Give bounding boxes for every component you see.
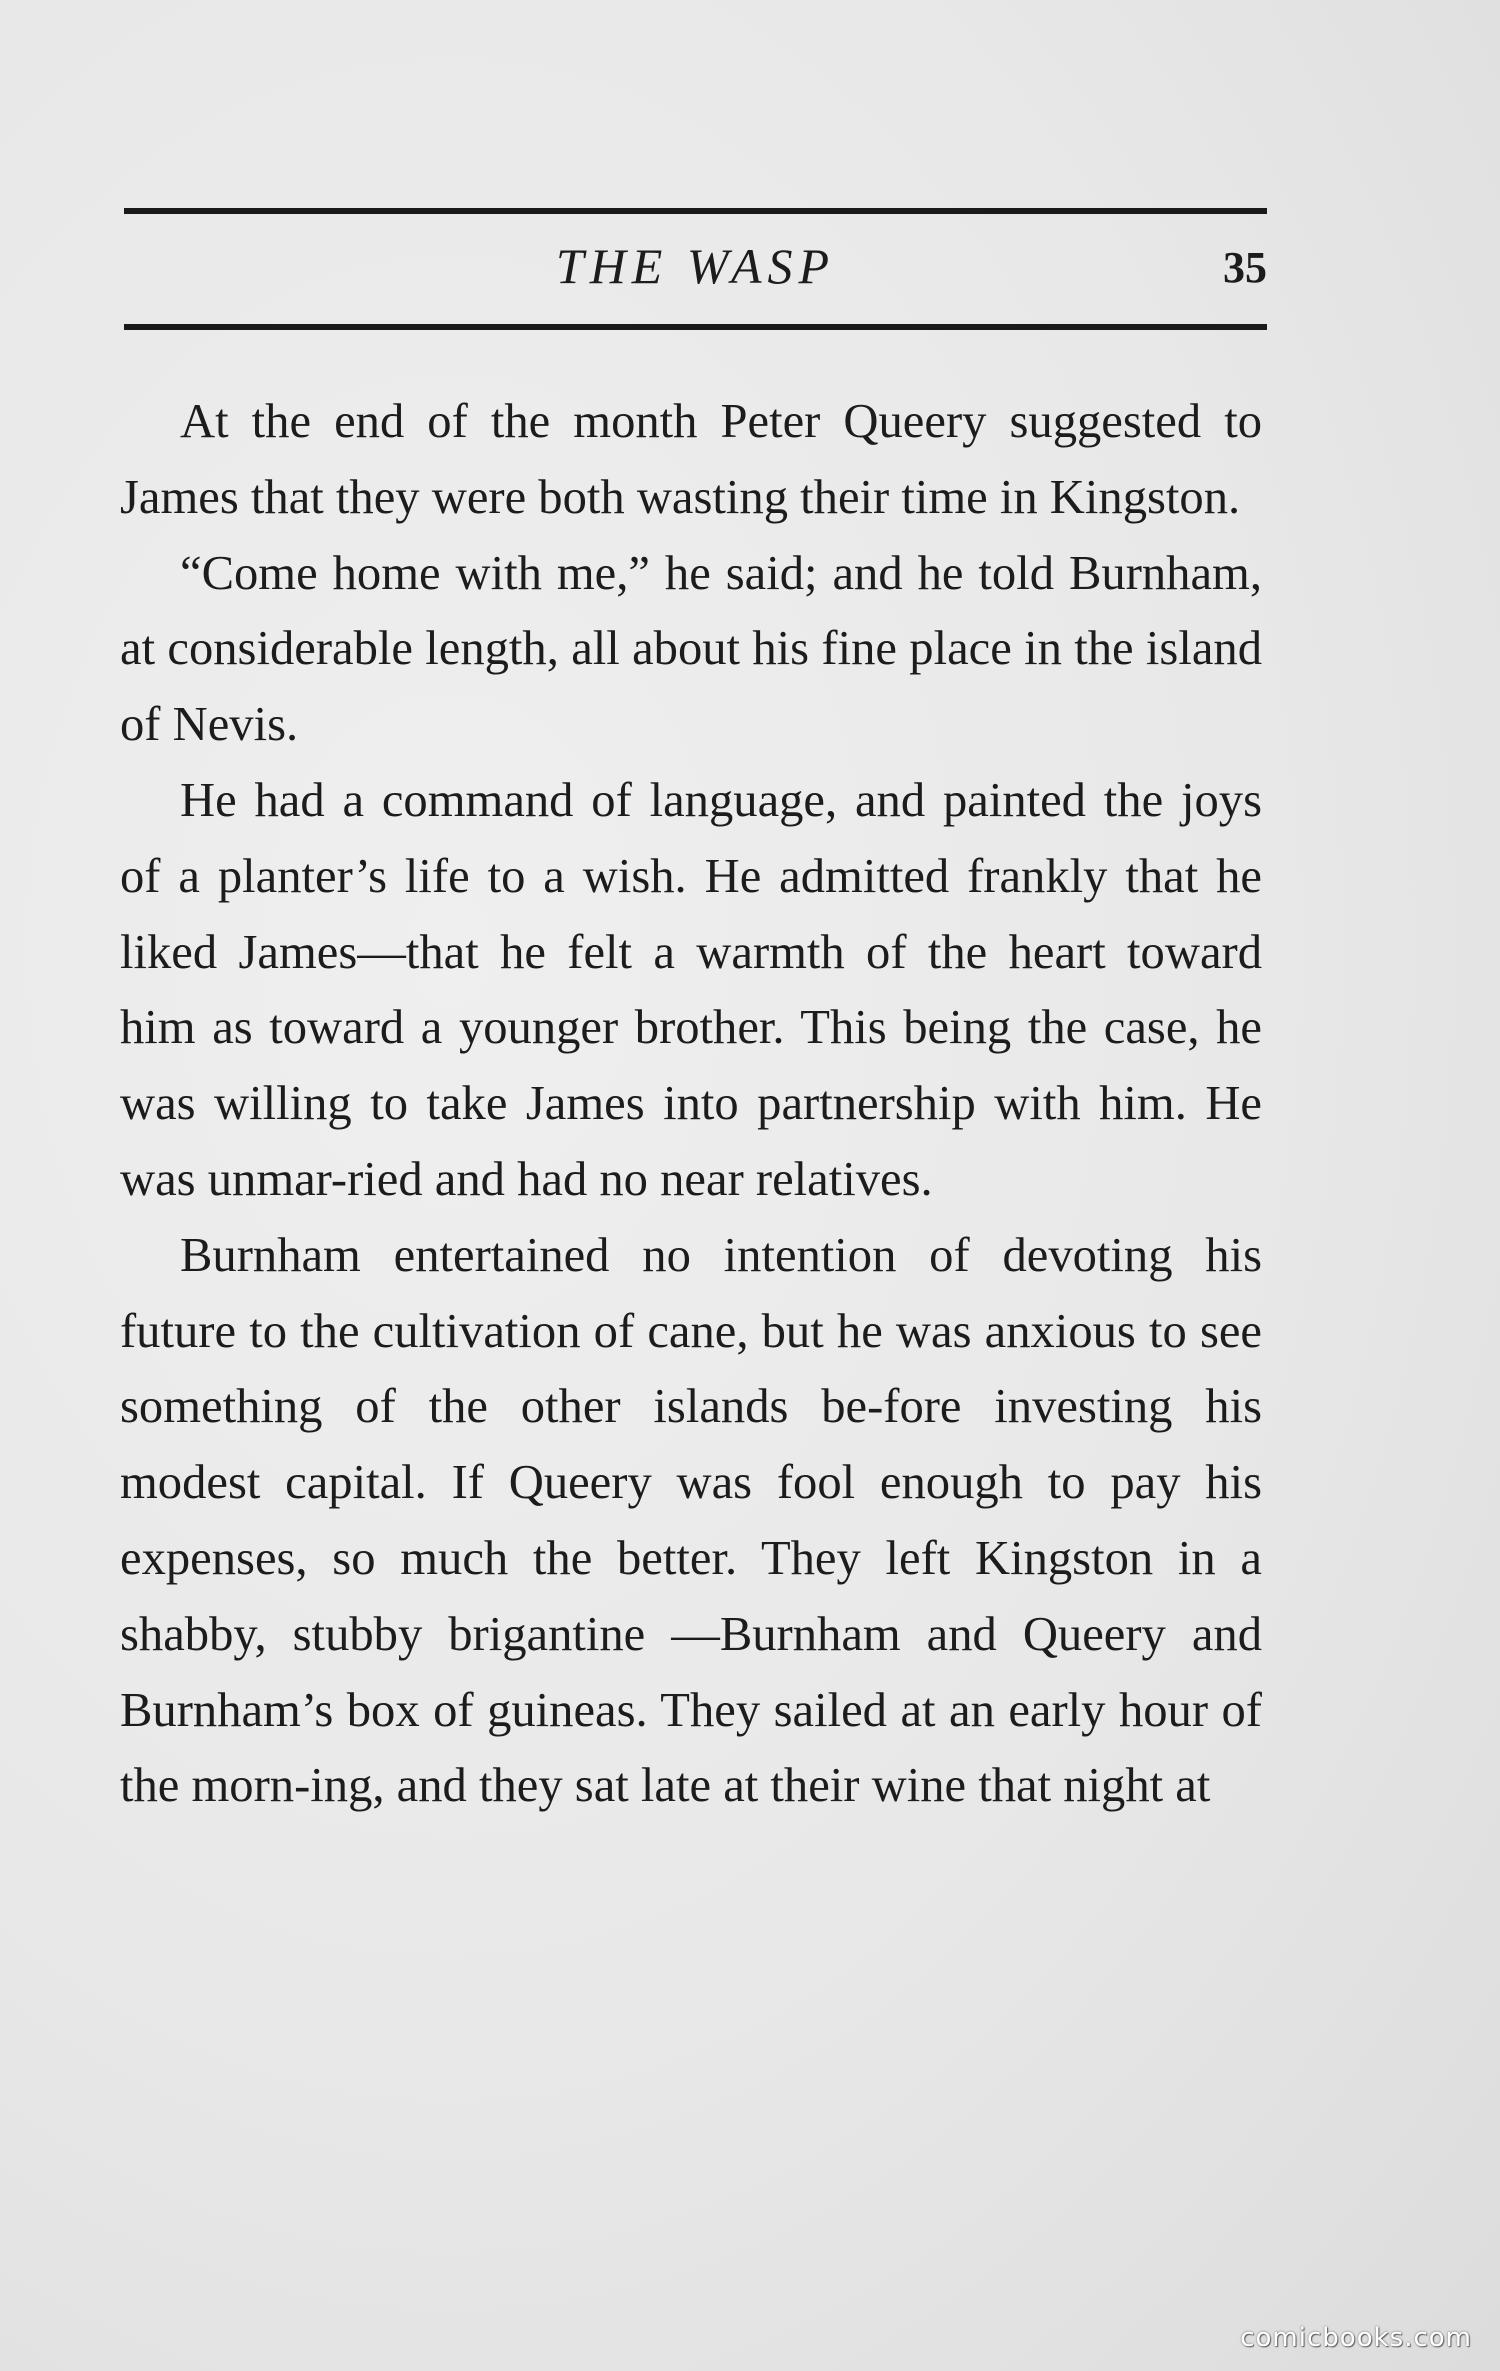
- header-bottom-rule: [124, 324, 1267, 330]
- paragraph: He had a command of language, and painted the joys of a planter’s life to a wish. He admitted frankly that he liked James—that he felt a warmth of the heart toward him as toward a younger brother. This being the case, he was willing to take James into partnership with him. He was unmar-ried and had no near relatives.: [120, 772, 1262, 1206]
- paragraph: At the end of the month Peter Queery suggested to James that they were both wasting their time in Kingston.: [120, 394, 1262, 524]
- header-top-rule: [124, 208, 1267, 214]
- paragraph: “Come home with me,” he said; and he told Burnham, at considerable length, all about his fine place in the island of Nevis.: [120, 545, 1262, 752]
- running-head: [124, 232, 1267, 302]
- page-number: 35: [1223, 243, 1267, 292]
- paragraph: Burnham entertained no intention of devoting his future to the cultivation of cane, but he was anxious to see something of the other islands be-fore investing his modest capital. If Queery was fool enough to pay his expenses, so much the better. They left Kingston in a shabby, stubby brigantine —Burnham and Queery and Burnham’s box of guineas. They sailed at an early hour of the morn-ing, and they sat late at their wine that night at: [120, 1227, 1262, 1813]
- body-text: [120, 384, 1262, 1824]
- running-title: THE WASP: [555, 238, 836, 294]
- watermark: comicbooks.com: [1240, 2323, 1472, 2353]
